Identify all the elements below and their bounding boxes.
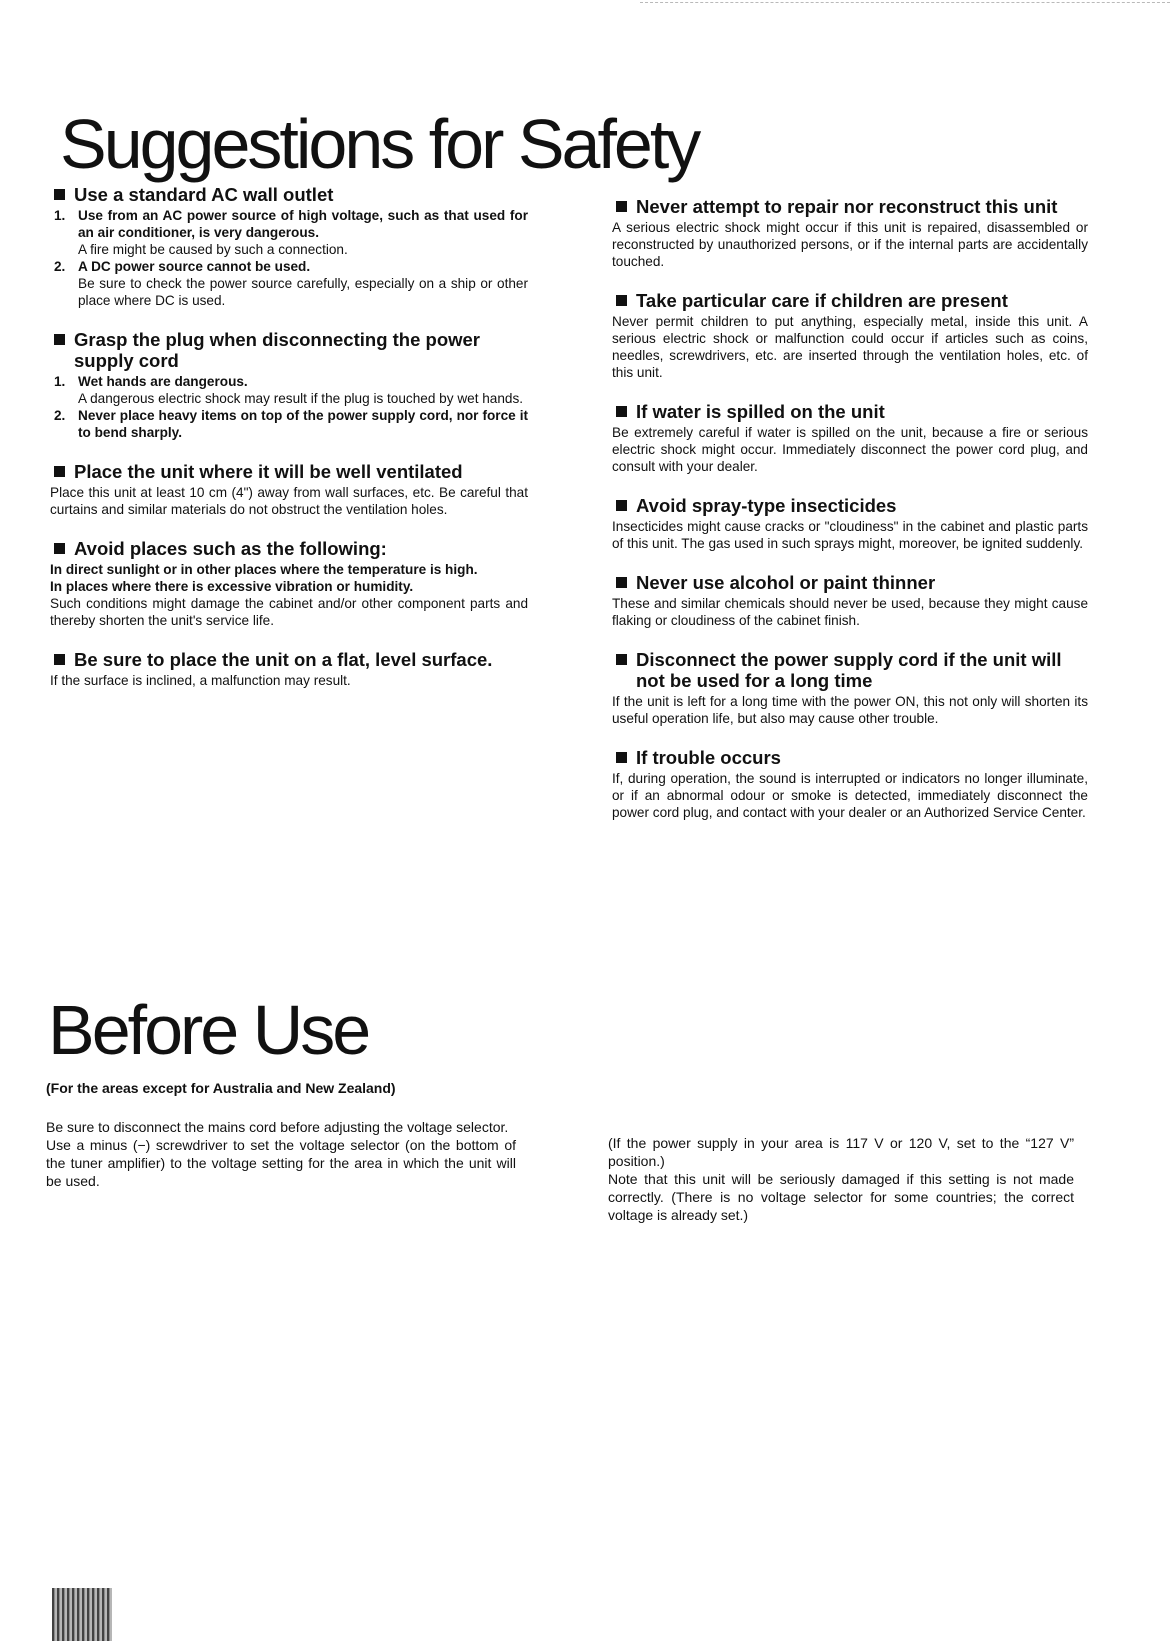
section-body: If the surface is inclined, a malfunction may result. (50, 673, 351, 688)
section-insecticides (612, 495, 1088, 552)
section-heading: Never attempt to repair nor reconstruct this unit (612, 196, 1088, 217)
paragraph: Note that this unit will be seriously damaged if this setting is not made correctly. (There is no voltage selector for some countries; the correct voltage is already set.) (608, 1171, 1074, 1223)
section-body: Insecticides might cause cracks or "cloudiness" in the cabinet and plastic parts of this unit. The gas used in such sprays might, moreover, be ignited suddenly. (612, 519, 1088, 551)
section-avoid-places (50, 538, 528, 629)
bold-line: In direct sunlight or in other places where the temperature is high. (50, 562, 478, 577)
square-bullet-icon (54, 543, 65, 554)
scan-smudge-mark (52, 1588, 112, 1641)
section-heading: Never use alcohol or paint thinner (612, 572, 1088, 593)
item-title: Wet hands are dangerous. (78, 374, 248, 389)
item-text: Be sure to check the power source carefully, especially on a ship or other place where DC is used. (78, 276, 528, 308)
square-bullet-icon (616, 752, 627, 763)
safety-left-column (50, 184, 528, 709)
item-text: A dangerous electric shock may result if the plug is touched by wet hands. (78, 391, 524, 406)
square-bullet-icon (616, 406, 627, 417)
section-body: Place this unit at least 10 cm (4") away from wall surfaces, etc. Be careful that curtains and similar materials do not obstruct the ventilation holes. (50, 485, 528, 517)
section-ventilation (50, 461, 528, 518)
section-alcohol (612, 572, 1088, 629)
section-heading: Avoid places such as the following: (50, 538, 528, 559)
bold-line: In places where there is excessive vibration or humidity. (50, 579, 414, 594)
square-bullet-icon (616, 577, 627, 588)
section-ac-outlet (50, 184, 528, 309)
area-note: (For the areas except for Australia and New Zealand) (46, 1080, 396, 1096)
section-body: These and similar chemicals should never be used, because they might cause flaking or cloudiness of the cabinet finish. (612, 596, 1088, 628)
before-use-right-column (608, 1134, 1074, 1224)
section-water (612, 401, 1088, 475)
section-repair (612, 196, 1088, 270)
square-bullet-icon (54, 654, 65, 665)
square-bullet-icon (54, 334, 65, 345)
page-title-safety: Suggestions for Safety (60, 105, 699, 183)
square-bullet-icon (616, 654, 627, 665)
paragraph: (If the power supply in your area is 117 V or 120 V, set to the “127 V” position.) (608, 1135, 1074, 1169)
paragraph: Use a minus (−) screwdriver to set the voltage selector (on the bottom of the tuner amplifier) to the voltage setting for the area in which the unit will be used. (46, 1137, 516, 1189)
before-use-left-column (46, 1118, 516, 1190)
item-title: Never place heavy items on top of the power supply cord, nor force it to bend sharply. (78, 408, 528, 440)
numbered-item: 2. Never place heavy items on top of the power supply cord, nor force it to bend sharply. (54, 408, 528, 440)
section-heading: Grasp the plug when disconnecting the power supply cord (50, 329, 528, 371)
section-body: If, during operation, the sound is interrupted or indicators no longer illuminate, or if an abnormal odour or smoke is detected, immediately disconnect the power cord plug, and contact with your dealer or an Authorized Service Center. (612, 771, 1088, 820)
section-body: Never permit children to put anything, especially metal, inside this unit. A serious electric shock or malfunction could occur if articles such as coins, needles, screwdrivers, etc. are inserted through the ventilation holes, etc. of this unit. (612, 314, 1088, 380)
page-title-before-use: Before Use (48, 991, 369, 1069)
section-children (612, 290, 1088, 381)
section-body: Such conditions might damage the cabinet and/or other component parts and thereby shorten the unit's service life. (50, 596, 528, 628)
section-body: A serious electric shock might occur if this unit is repaired, disassembled or reconstructed by unauthorized persons, or if the internal parts are accidentally touched. (612, 220, 1088, 269)
section-heading: If trouble occurs (612, 747, 1088, 768)
section-heading: Place the unit where it will be well ventilated (50, 461, 528, 482)
section-body: If the unit is left for a long time with the power ON, this not only will shorten its useful operation life, but also may cause other trouble. (612, 694, 1088, 726)
square-bullet-icon (616, 201, 627, 212)
section-level-surface (50, 649, 528, 689)
section-heading: Use a standard AC wall outlet (50, 184, 528, 205)
section-grasp-plug (50, 329, 528, 441)
item-title: A DC power source cannot be used. (78, 259, 311, 274)
square-bullet-icon (54, 189, 65, 200)
numbered-item: 1. Wet hands are dangerous. A dangerous electric shock may result if the plug is touched by wet hands. (50, 373, 528, 407)
section-heading: Be sure to place the unit on a flat, level surface. (50, 649, 528, 670)
square-bullet-icon (54, 466, 65, 477)
section-trouble (612, 747, 1088, 821)
section-heading: Take particular care if children are present (612, 290, 1088, 311)
section-heading: Avoid spray-type insecticides (612, 495, 1088, 516)
numbered-item: 1. Use from an AC power source of high voltage, such as that used for an air conditioner, is very dangerous. A fire might be caused by such a connection. (54, 208, 528, 257)
section-disconnect (612, 649, 1088, 727)
item-title: Use from an AC power source of high voltage, such as that used for an air conditioner, is very dangerous. (78, 208, 528, 240)
scan-edge-line (640, 2, 1170, 3)
square-bullet-icon (616, 500, 627, 511)
paragraph: Be sure to disconnect the mains cord before adjusting the voltage selector. (46, 1119, 509, 1135)
section-heading: If water is spilled on the unit (612, 401, 1088, 422)
section-heading: Disconnect the power supply cord if the unit will not be used for a long time (612, 649, 1088, 691)
square-bullet-icon (616, 295, 627, 306)
section-body: Be extremely careful if water is spilled on the unit, because a fire or serious electric shock might occur. Immediately disconnect the power cord plug, and consult with your dealer. (612, 425, 1088, 474)
safety-right-column (612, 196, 1088, 841)
numbered-item: 2. A DC power source cannot be used. Be sure to check the power source carefully, especially on a ship or other place where DC is used. (54, 259, 528, 308)
item-text: A fire might be caused by such a connection. (78, 242, 348, 257)
